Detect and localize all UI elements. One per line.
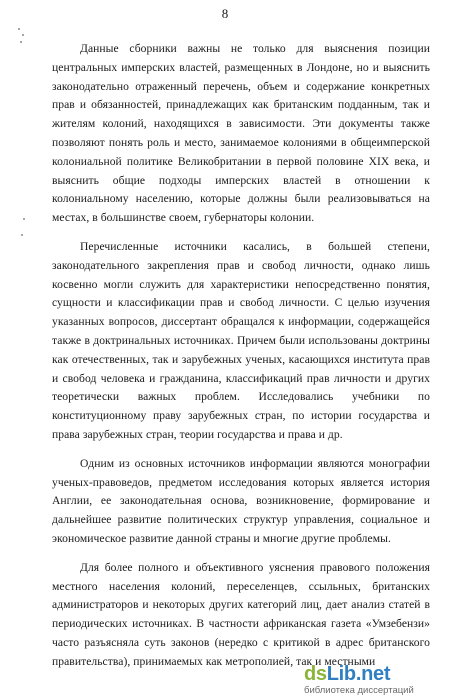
paragraph-3: Одним из основных источников информации являются монографии ученых-правоведов, предметом исследования которых является история Англии, ее законодательная основа, возникновение, формирование и дальнейшее развитие политических структур управления, социальное и экономическое развитие данной страны и многие другие проблемы.	[52, 456, 430, 545]
dslib-watermark	[304, 663, 444, 697]
page-number: 8	[221, 6, 229, 21]
logo-ds-text: ds	[304, 663, 327, 685]
paragraph-4: Для более полного и объективного уяснения правового положения местного населения колоний, переселенцев, ссыльных, британских администраторов и некоторых других категорий лиц, дает анализ статей в периодических источниках. В частности африканская газета «Умзебензи» часто разъясняла суть законов (нередко с критикой в адрес британского правительства), принимаемых как метрополией, так и местными	[52, 560, 430, 668]
paragraph-1: Данные сборники важны не только для выяснения позиции центральных имперских властей, размещенных в Лондоне, но и выяснить законодательно отраженный перечень, объем и содержание конкретных прав и обязанностей, принадлежащих как британским подданным, так и жителям колоний, находящихся в зависимости. Эти документы также позволяют понять роль и место, занимаемое колониями в общеимперской колониальной политике Великобритании в первой половине XIX века, и выяснить общие подходы имперских властей в отношении к колониальному населению, которые должны были реализовываться на местах, в большинстве своем, губернаторы колонии.	[52, 42, 430, 225]
logo-lib-text: Lib	[326, 663, 356, 685]
dslib-logo	[304, 663, 390, 685]
watermark-tagline: библиотека диссертаций	[304, 685, 414, 696]
paragraph-2: Перечисленные источники касались, в большей степени, законодательного закрепления прав и свобод личности, однако лишь косвенно могли служить для характеристики непосредственно понятия, сущности и классификации прав и свобод личности. С целью изучения указанных вопросов, диссертант обращался к информации, содержащейся также в доктринальных источниках. Причем были использованы доктрины как отечественных, так и зарубежных ученых, касающихся института прав и свобод человека и гражданина, классификаций прав личности и других теоретически важных проблем. Исследовались учебники по конституционному праву зарубежных стран, по истории государства и права зарубежных стран, теории государства и права и др.	[52, 239, 430, 441]
document-body	[52, 40, 430, 682]
logo-net-text: .net	[355, 663, 391, 685]
